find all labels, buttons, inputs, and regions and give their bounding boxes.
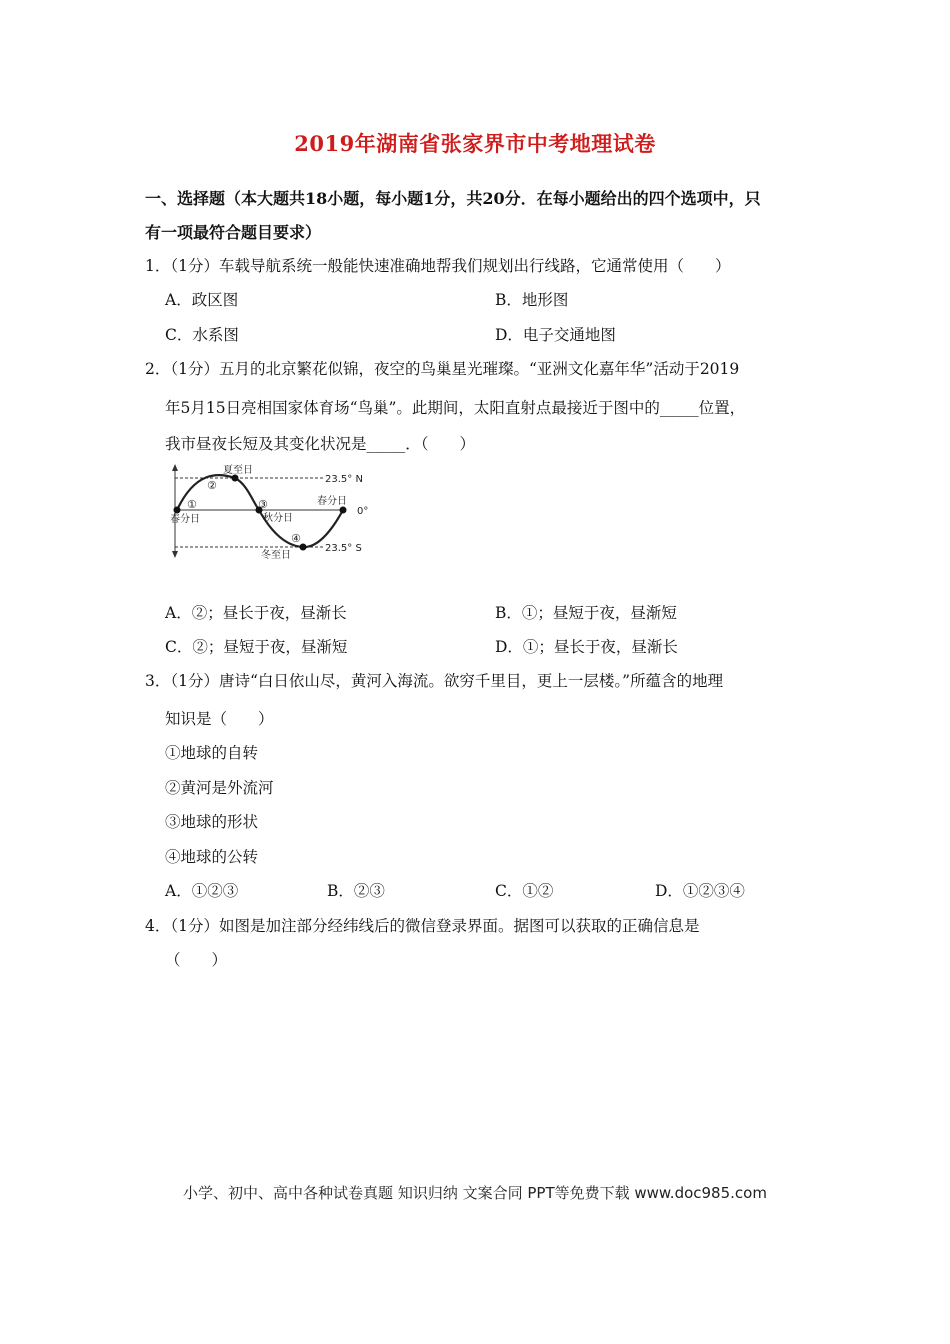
- q2-stem-line1: 2．（1分）五月的北京繁花似锦，夜空的鸟巢星光璀璨。“亚洲文化嘉年华”活动于2019: [145, 360, 740, 378]
- q3-stem-line2: 知识是（ ）: [165, 710, 274, 728]
- label-winter: 冬至日: [261, 550, 291, 561]
- marker-2: ②: [207, 479, 217, 492]
- q2-stem-line3: 我市昼夜长短及其变化状况是_____．（ ）: [165, 435, 476, 453]
- point-spring-left: [174, 507, 181, 514]
- diagram-arrow-down: [172, 551, 178, 558]
- q2-stem-line2: 年5月15日亮相国家体育场“鸟巢”。此期间，太阳直射点最接近于图中的_____位置，: [165, 399, 746, 417]
- q3-option-a: A．①②③: [165, 882, 239, 900]
- q4-stem-line2: （ ）: [165, 951, 228, 969]
- q3-item-4: ④地球的公转: [165, 848, 259, 866]
- label-summer: 夏至日: [223, 465, 253, 476]
- q1-option-d: D．电子交通地图: [495, 326, 616, 344]
- q2-option-a: A．②；昼长于夜，昼渐长: [165, 604, 347, 622]
- q1-option-c: C．水系图: [165, 326, 239, 344]
- point-spring-right: [340, 507, 347, 514]
- page-footer: 小学、初中、高中各种试卷真题 知识归纳 文案合同 PPT等免费下载 www.doc985.com: [183, 1184, 767, 1202]
- diagram-arrow-up: [172, 464, 178, 471]
- q3-stem-line1: 3．（1分）唐诗“白日依山尽，黄河入海流。欲穷千里目，更上一层楼。”所蕴含的地理: [145, 672, 724, 690]
- q3-item-1: ①地球的自转: [165, 744, 259, 762]
- sun-direct-point-diagram: [165, 462, 385, 562]
- q2-option-c: C．②；昼短于夜，昼渐短: [165, 638, 348, 656]
- section-heading-line2: 有一项最符合题目要求）: [145, 223, 322, 242]
- q3-item-3: ③地球的形状: [165, 813, 259, 831]
- q3-item-2: ②黄河是外流河: [165, 779, 274, 797]
- q1-stem: 1．（1分）车载导航系统一般能快速准确地帮我们规划出行线路，它通常使用（ ）: [145, 257, 731, 275]
- q4-stem-line1: 4．（1分）如图是加注部分经纬线后的微信登录界面。据图可以获取的正确信息是: [145, 917, 700, 935]
- marker-4: ④: [291, 532, 301, 545]
- q2-option-d: D．①；昼长于夜，昼渐长: [495, 638, 678, 656]
- label-equator: 0°: [357, 506, 369, 517]
- page-title: 2019年湖南省张家界市中考地理试卷: [294, 131, 656, 156]
- q1-option-b: B．地形图: [495, 291, 569, 309]
- label-spring-right: 春分日: [317, 496, 347, 507]
- q1-option-a: A．政区图: [165, 291, 239, 309]
- label-s-latitude: 23.5° S: [325, 543, 362, 554]
- section-heading-line1: 一、选择题（本大题共18小题，每小题1分，共20分．在每小题给出的四个选项中，只: [145, 189, 761, 208]
- marker-1: ①: [187, 498, 197, 511]
- marker-3: ③: [258, 498, 268, 511]
- q2-option-b: B．①；昼短于夜，昼渐短: [495, 604, 677, 622]
- q3-option-d: D．①②③④: [655, 882, 745, 900]
- q3-option-c: C．①②: [495, 882, 554, 900]
- label-spring-left: 春分日: [170, 514, 200, 525]
- label-autumn: 秋分日: [263, 513, 293, 524]
- label-n-latitude: 23.5° N: [325, 474, 363, 485]
- q3-option-b: B．②③: [327, 882, 385, 900]
